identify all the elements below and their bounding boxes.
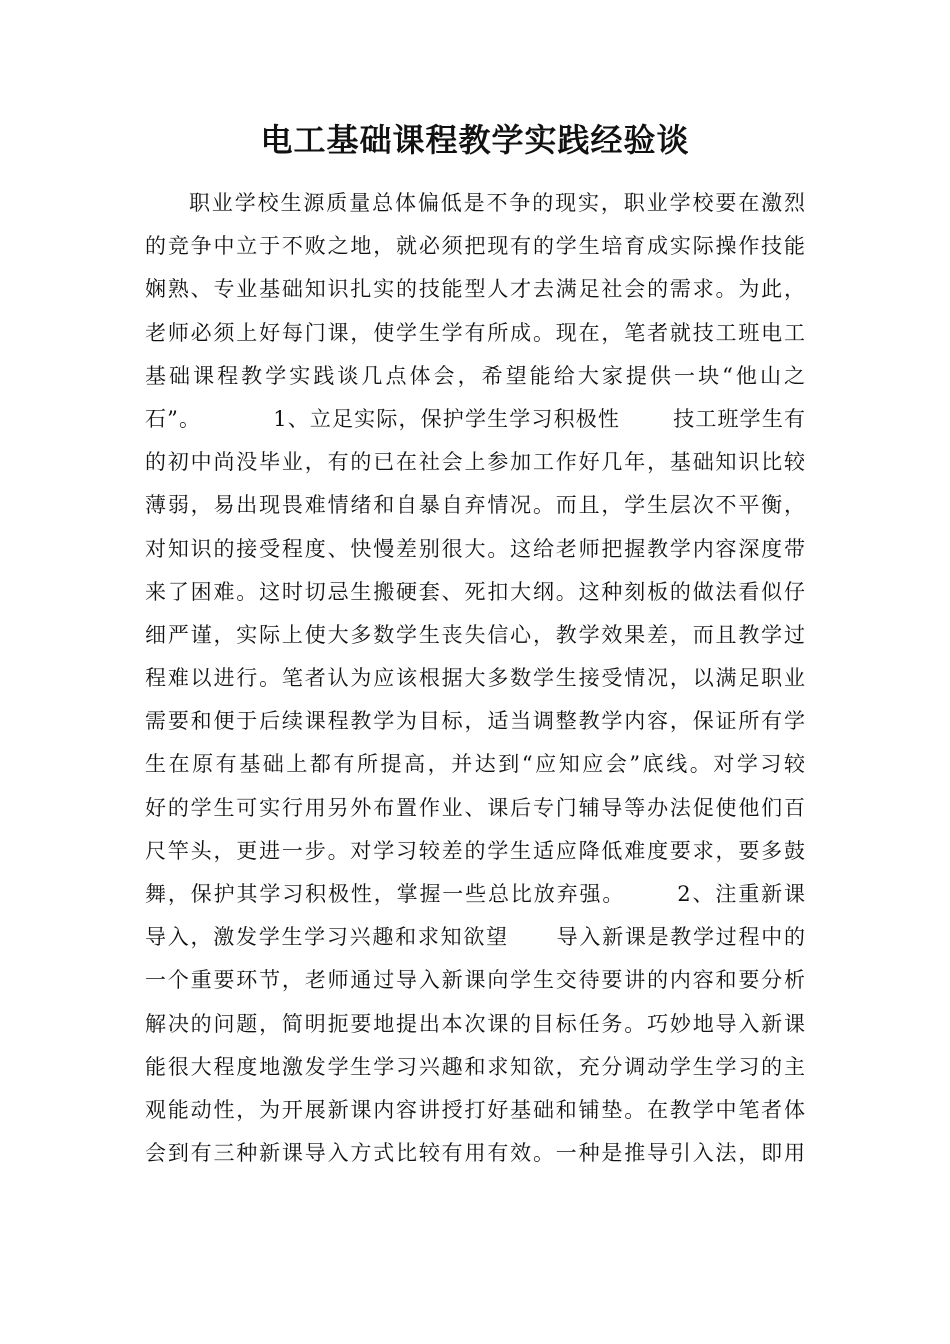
section-heading-2: 2、注重新课 xyxy=(677,882,805,906)
body-line: 对知识的接受程度、快慢差别很大。这给老师把握教学内容深度带 xyxy=(145,536,805,561)
body-line: 生在原有基础上都有所提高，并达到“应知应会”底线。对学习较 xyxy=(145,752,805,777)
document-title: 电工基础课程教学实践经验谈 xyxy=(260,121,690,159)
section-heading-1: 1、立足实际，保护学生学习积极性 xyxy=(273,406,621,431)
body-line-segment: 石”。 xyxy=(145,406,202,431)
body-line-segment: 技工班学生有 xyxy=(672,406,805,431)
body-line: 职业学校生源质量总体偏低是不争的现实，职业学校要在激烈 xyxy=(189,191,805,215)
body-line: 尺竿头，更进一步。对学习较差的学生适应降低难度要求，要多鼓 xyxy=(145,838,805,863)
body-line: 薄弱，易出现畏难情绪和自暴自弃情况。而且，学生层次不平衡， xyxy=(145,493,805,518)
body-line: 的初中尚没毕业，有的已在社会上参加工作好几年，基础知识比较 xyxy=(145,450,805,475)
body-line: 解决的问题，简明扼要地提出本次课的目标任务。巧妙地导入新课 xyxy=(145,1011,805,1036)
body-line: 老师必须上好每门课，使学生学有所成。现在，笔者就技工班电工 xyxy=(145,320,805,345)
body-line xyxy=(145,398,805,441)
body-line: 需要和便于后续课程教学为目标，适当调整教学内容，保证所有学 xyxy=(145,709,805,734)
body-line: 会到有三种新课导入方式比较有用有效。一种是推导引入法，即用 xyxy=(145,1141,805,1166)
body-line: 来了困难。这时切忌生搬硬套、死扣大纲。这种刻板的做法看似仔 xyxy=(145,579,805,604)
body-line: 能很大程度地激发学生学习兴趣和求知欲，充分调动学生学习的主 xyxy=(145,1054,805,1079)
body-line: 娴熟、专业基础知识扎实的技能型人才去满足社会的需求。为此， xyxy=(145,277,805,302)
body-line: 好的学生可实行用另外布置作业、课后专门辅导等办法促使他们百 xyxy=(145,795,805,820)
body-line-segment: 导入新课是教学过程中的 xyxy=(554,925,806,950)
body-line-segment: 舞，保护其学习积极性，掌握一些总比放弃强。 xyxy=(145,882,626,906)
body-line: 细严谨，实际上使大多数学生丧失信心，教学效果差，而且教学过 xyxy=(145,622,805,647)
document-body xyxy=(145,182,805,1175)
body-line: 基础课程教学实践谈几点体会，希望能给大家提供一块“他山之 xyxy=(145,363,805,388)
body-line xyxy=(145,916,805,959)
body-line: 观能动性，为开展新课内容讲授打好基础和铺垫。在教学中笔者体 xyxy=(145,1097,805,1122)
body-line: 的竞争中立于不败之地，就必须把现有的学生培育成实际操作技能 xyxy=(145,234,805,259)
body-line: 程难以进行。笔者认为应该根据大多数学生接受情况，以满足职业 xyxy=(145,666,805,691)
body-line: 一个重要环节，老师通过导入新课向学生交待要讲的内容和要分析 xyxy=(145,968,805,993)
section-heading-2-cont: 导入，激发学生学习兴趣和求知欲望 xyxy=(145,925,509,950)
body-line xyxy=(145,873,805,916)
